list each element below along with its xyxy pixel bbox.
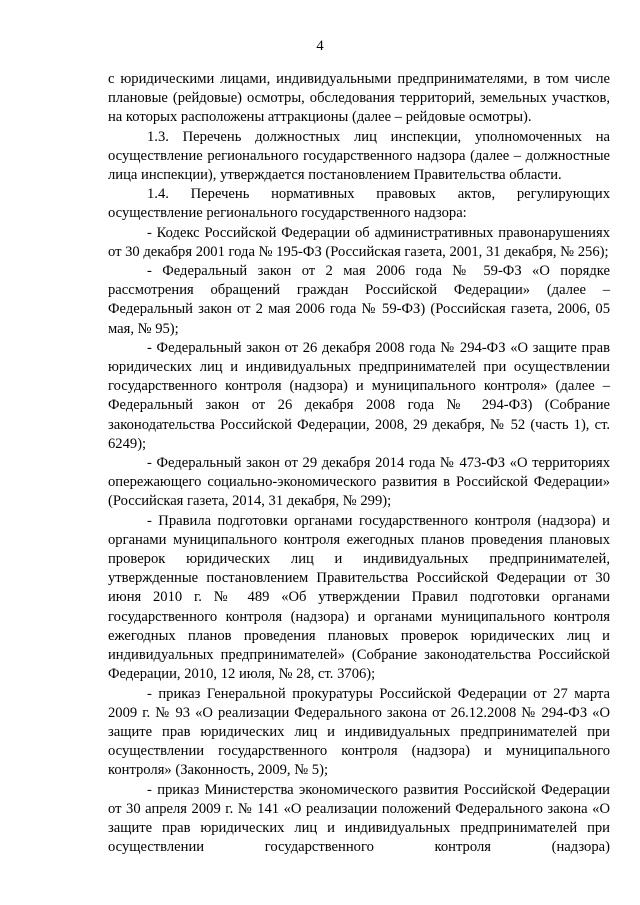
list-item-prosecutor-order: - приказ Генеральной прокуратуры Российской Федерации от 27 марта 2009 г. № 93 «О реализации Федерального закона от 26.12.2008 № 294-ФЗ «О защите прав юридических лиц и индивидуальных предпринимателей при осуществлении государственного контроля (надзора) и муниципального контроля» (Законность, 2009, № 5); xyxy=(108,685,610,779)
list-item-administrative-code: - Кодекс Российской Федерации об административных правонарушениях от 30 декабря 2001 года № 195-ФЗ (Российская газета, 2001, 31 декабря, № 256); xyxy=(108,224,610,260)
list-item-economy-ministry-order: - приказ Министерства экономического развития Российской Федерации от 30 апреля 2009 г. № 141 «О реализации положений Федерального закона «О защите прав юридических лиц и индивидуальных предпринимателей при осуществлении государственного контроля (надзора) xyxy=(108,781,610,856)
paragraph-1-3-officials-list: 1.3. Перечень должностных лиц инспекции, уполномоченных на осуществление регионального государственного надзора (далее – должностные лица инспекции), утверждается постановлением Правительства области. xyxy=(108,128,610,184)
list-item-law-294-fz: - Федеральный закон от 26 декабря 2008 года № 294-ФЗ «О защите прав юридических лиц и индивидуальных предпринимателей при осуществлении государственного контроля (надзора) и муниципального контроля» (далее – Федеральный закон от 26 декабря 2008 года № 294-ФЗ) (Собрание законодательства Российской Федерации, 2008, 29 декабря, № 52 (часть 1), ст. 6249); xyxy=(108,339,610,452)
list-item-inspection-plan-rules: - Правила подготовки органами государственного контроля (надзора) и органами муниципального контроля ежегодных планов проведения плановых проверок юридических лиц и индивидуальных предпринимателей, утвержденные постановлением Правительства Российской Федерации от 30 июня 2010 г. № 489 «Об утверждении Правил подготовки органами государственного контроля (надзора) и органами муниципального контроля ежегодных планов проведения плановых проверок юридических лиц и индивидуальных предпринимателей» (Собрание законодательства Российской Федерации, 2010, 12 июля, № 28, ст. 3706); xyxy=(108,512,610,683)
paragraph-inspections-intro: с юридическими лицами, индивидуальными предпринимателями, в том числе плановые (рейдовые) осмотры, обследования территорий, земельных участков, на которых расположены аттракционы (далее – рейдовые осмотры). xyxy=(108,71,610,126)
document-body xyxy=(108,70,610,857)
paragraph-1-4-legal-acts-list: 1.4. Перечень нормативных правовых актов, регулирующих осуществление регионального государственного надзора: xyxy=(108,186,610,222)
list-item-law-59-fz: - Федеральный закон от 2 мая 2006 года № 59-ФЗ «О порядке рассмотрения обращений граждан Российской Федерации» (далее – Федеральный закон от 2 мая 2006 года № 59-ФЗ) (Российская газета, 2006, 05 мая, № 95); xyxy=(108,263,610,337)
page-number: 4 xyxy=(316,38,324,54)
list-item-law-473-fz: - Федеральный закон от 29 декабря 2014 года № 473-ФЗ «О территориях опережающего социально-экономического развития в Российской Федерации» (Российская газета, 2014, 31 декабря, № 299); xyxy=(108,455,610,510)
